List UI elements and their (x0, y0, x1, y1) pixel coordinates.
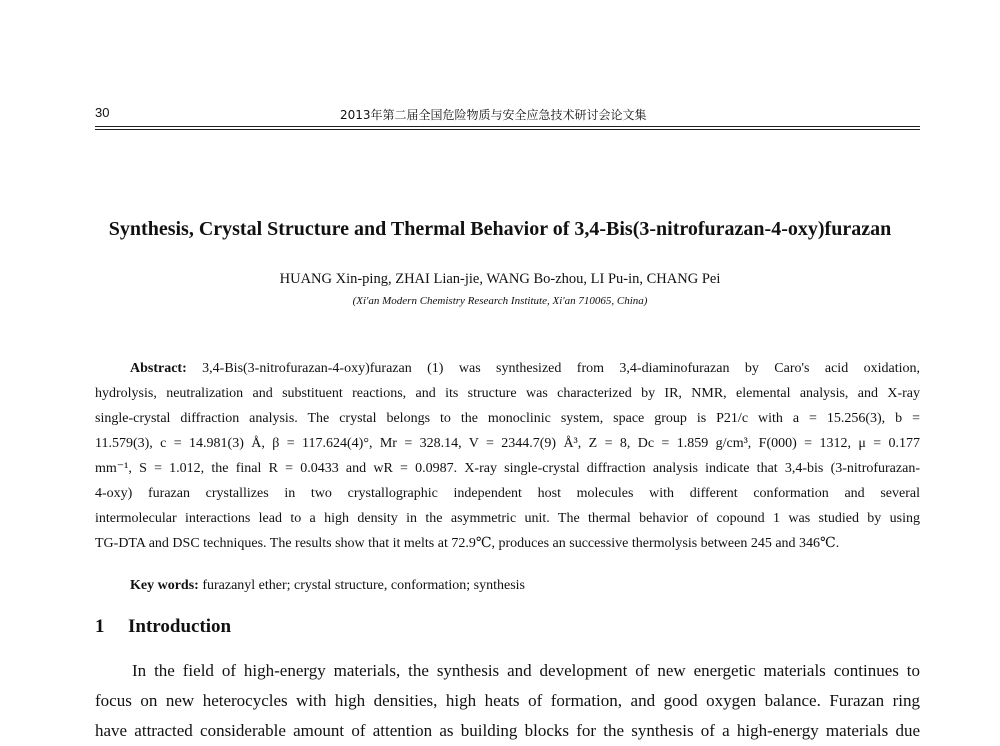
introduction-body (95, 656, 920, 746)
section-number: 1 (95, 616, 105, 637)
abstract-line: 11.579(3), c = 14.981(3) Å, β = 117.624(4)°, Mr = 328.14, V = 2344.7(9) Å³, Z = 8, Dc = 1.859 g/cm³, F(000) = 1312, μ = 0.177 (95, 436, 920, 451)
abstract-line: single-crystal diffraction analysis. The crystal belongs to the monoclinic system, space group is P21/c with a = 15.256(3), b = (95, 411, 920, 426)
keywords-label: Key words: (130, 578, 199, 593)
abstract-line: TG-DTA and DSC techniques. The results show that it melts at 72.9℃, produces an successive thermolysis between 245 and 346℃. (95, 536, 840, 551)
abstract-text: 3,4-Bis(3-nitrofurazan-4-oxy)furazan (1) was synthesized from 3,4-diaminofurazan by Caro's acid oxidation, (186, 361, 920, 376)
abstract (95, 356, 920, 556)
paper-title: Synthesis, Crystal Structure and Thermal Behavior of 3,4-Bis(3-nitrofurazan-4-oxy)furazan (108, 218, 892, 240)
section-title: Introduction (128, 616, 232, 637)
abstract-line: hydrolysis, neutralization and substituent reactions, and its structure was characterized by IR, NMR, elemental analysis, and X-ray (95, 386, 920, 401)
header-rule (95, 126, 920, 127)
page-number: 30 (95, 105, 110, 120)
intro-line: have attracted considerable amount of attention as building blocks for the synthesis of a high-energy materials due (95, 721, 920, 740)
section-heading (95, 616, 231, 638)
abstract-line: 4-oxy) furazan crystallizes in two crystallographic independent host molecules with different conformation and several (95, 486, 920, 501)
abstract-line (95, 356, 920, 381)
affiliation: (Xi'an Modern Chemistry Research Institute, Xi'an 710065, China) (352, 295, 648, 307)
intro-line: focus on new heterocycles with high densities, high heats of formation, and good oxygen balance. Furazan ring (95, 691, 920, 710)
abstract-label: Abstract: (130, 361, 187, 376)
header-rule-double (95, 129, 920, 130)
keywords (130, 578, 525, 594)
authors: HUANG Xin-ping, ZHAI Lian-jie, WANG Bo-zhou, LI Pu-in, CHANG Pei (279, 271, 721, 287)
abstract-line: intermolecular interactions lead to a high density in the asymmetric unit. The thermal behavior of copound 1 was studied by using (95, 511, 920, 526)
abstract-line: mm⁻¹, S = 1.012, the final R = 0.0433 and wR = 0.0987. X-ray single-crystal diffraction analysis indicate that 3,4-bis (3-nitrofurazan- (95, 461, 920, 476)
intro-line: In the field of high-energy materials, the synthesis and development of new energetic materials continues to (132, 661, 920, 680)
keywords-text: furazanyl ether; crystal structure, conformation; synthesis (198, 578, 525, 593)
proceedings-title: 2013年第二届全国危险物质与安全应急技术研讨会论文集 (340, 108, 647, 122)
